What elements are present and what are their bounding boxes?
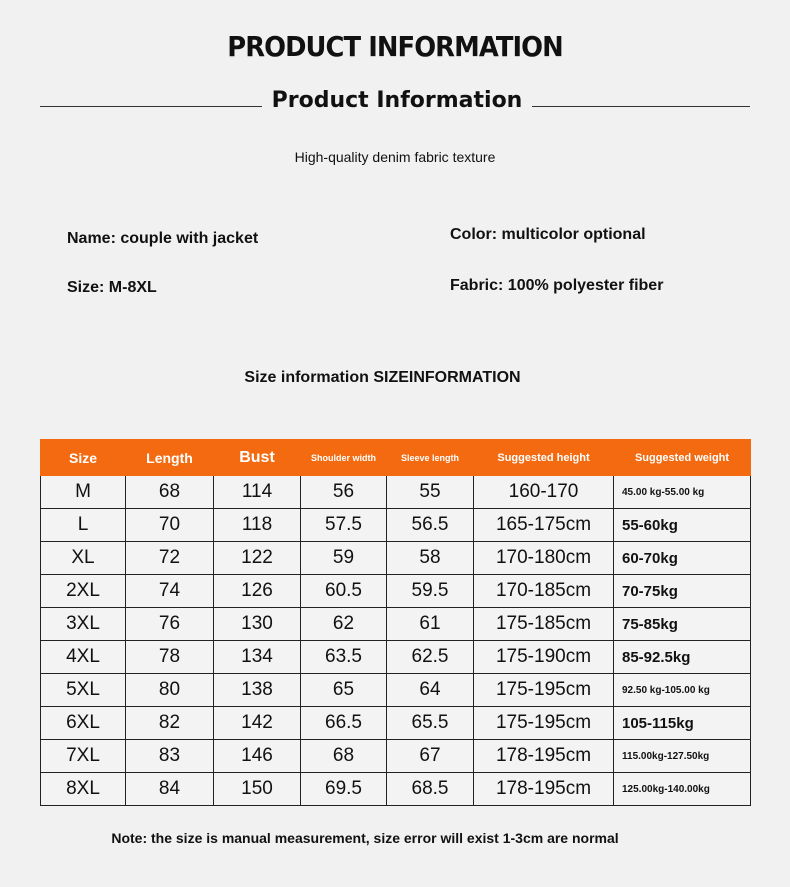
- cell-height: 165-175cm: [474, 509, 614, 542]
- cell-height: 178-195cm: [474, 773, 614, 806]
- header-shoulder-width: Shoulder width: [301, 440, 387, 476]
- cell-size: XL: [41, 542, 126, 575]
- info-color: Color: multicolor optional: [450, 226, 646, 243]
- cell-sleeve: 65.5: [387, 707, 474, 740]
- cell-height: 175-185cm: [474, 608, 614, 641]
- cell-bust: 122: [214, 542, 301, 575]
- table-row: [41, 740, 751, 773]
- banner-title: PRODUCT INFORMATION: [227, 30, 563, 63]
- cell-length: 84: [126, 773, 214, 806]
- cell-shoulder: 56: [301, 476, 387, 509]
- cell-shoulder: 59: [301, 542, 387, 575]
- cell-size: 2XL: [41, 575, 126, 608]
- cell-shoulder: 65: [301, 674, 387, 707]
- table-row: [41, 509, 751, 542]
- cell-sleeve: 59.5: [387, 575, 474, 608]
- size-heading: Size information SIZEINFORMATION: [244, 369, 521, 386]
- cell-size: L: [41, 509, 126, 542]
- header-suggested-weight: Suggested weight: [614, 440, 751, 476]
- cell-sleeve: 61: [387, 608, 474, 641]
- table-header-row: [41, 440, 751, 476]
- cell-weight: 92.50 kg-105.00 kg: [614, 674, 751, 707]
- header-suggested-height: Suggested height: [474, 440, 614, 476]
- cell-height: 160-170: [474, 476, 614, 509]
- cell-sleeve: 56.5: [387, 509, 474, 542]
- header-bust: Bust: [214, 440, 301, 476]
- cell-weight: 85-92.5kg: [614, 641, 751, 674]
- cell-weight: 75-85kg: [614, 608, 751, 641]
- cell-bust: 138: [214, 674, 301, 707]
- cell-length: 83: [126, 740, 214, 773]
- table-row: [41, 476, 751, 509]
- cell-length: 74: [126, 575, 214, 608]
- cell-sleeve: 67: [387, 740, 474, 773]
- info-size: Size: M-8XL: [67, 279, 157, 296]
- cell-weight: 70-75kg: [614, 575, 751, 608]
- size-note: Note: the size is manual measurement, size error will exist 1-3cm are normal: [111, 830, 619, 846]
- cell-bust: 126: [214, 575, 301, 608]
- cell-shoulder: 68: [301, 740, 387, 773]
- cell-size: M: [41, 476, 126, 509]
- table-row: [41, 773, 751, 806]
- cell-size: 8XL: [41, 773, 126, 806]
- info-name: Name: couple with jacket: [67, 230, 259, 247]
- cell-sleeve: 64: [387, 674, 474, 707]
- cell-weight: 55-60kg: [614, 509, 751, 542]
- cell-bust: 150: [214, 773, 301, 806]
- cell-sleeve: 55: [387, 476, 474, 509]
- table-row: [41, 641, 751, 674]
- cell-length: 76: [126, 608, 214, 641]
- cell-weight: 60-70kg: [614, 542, 751, 575]
- header-sleeve-length: Sleeve length: [387, 440, 474, 476]
- cell-shoulder: 69.5: [301, 773, 387, 806]
- size-table: [40, 439, 751, 806]
- divider-right: [532, 106, 750, 107]
- cell-weight: 45.00 kg-55.00 kg: [614, 476, 751, 509]
- cell-bust: 114: [214, 476, 301, 509]
- divider-left: [40, 106, 262, 107]
- cell-bust: 134: [214, 641, 301, 674]
- cell-length: 78: [126, 641, 214, 674]
- cell-sleeve: 68.5: [387, 773, 474, 806]
- cell-weight: 125.00kg-140.00kg: [614, 773, 751, 806]
- cell-shoulder: 66.5: [301, 707, 387, 740]
- cell-size: 5XL: [41, 674, 126, 707]
- table-row: [41, 575, 751, 608]
- cell-height: 175-190cm: [474, 641, 614, 674]
- cell-bust: 118: [214, 509, 301, 542]
- cell-height: 170-180cm: [474, 542, 614, 575]
- tagline: High-quality denim fabric texture: [294, 149, 496, 165]
- cell-length: 70: [126, 509, 214, 542]
- table-row: [41, 674, 751, 707]
- cell-shoulder: 60.5: [301, 575, 387, 608]
- cell-height: 178-195cm: [474, 740, 614, 773]
- header-size: Size: [41, 440, 126, 476]
- cell-bust: 142: [214, 707, 301, 740]
- cell-sleeve: 62.5: [387, 641, 474, 674]
- cell-bust: 130: [214, 608, 301, 641]
- cell-shoulder: 63.5: [301, 641, 387, 674]
- cell-length: 72: [126, 542, 214, 575]
- cell-shoulder: 57.5: [301, 509, 387, 542]
- cell-weight: 105-115kg: [614, 707, 751, 740]
- header-length: Length: [126, 440, 214, 476]
- table-row: [41, 707, 751, 740]
- info-fabric: Fabric: 100% polyester fiber: [450, 277, 664, 294]
- cell-height: 175-195cm: [474, 674, 614, 707]
- cell-sleeve: 58: [387, 542, 474, 575]
- table-row: [41, 608, 751, 641]
- cell-weight: 115.00kg-127.50kg: [614, 740, 751, 773]
- table-row: [41, 542, 751, 575]
- cell-shoulder: 62: [301, 608, 387, 641]
- section-title: Product Information: [271, 88, 523, 113]
- cell-height: 170-185cm: [474, 575, 614, 608]
- cell-length: 68: [126, 476, 214, 509]
- cell-size: 4XL: [41, 641, 126, 674]
- cell-size: 3XL: [41, 608, 126, 641]
- cell-height: 175-195cm: [474, 707, 614, 740]
- cell-length: 80: [126, 674, 214, 707]
- cell-size: 7XL: [41, 740, 126, 773]
- cell-length: 82: [126, 707, 214, 740]
- cell-bust: 146: [214, 740, 301, 773]
- cell-size: 6XL: [41, 707, 126, 740]
